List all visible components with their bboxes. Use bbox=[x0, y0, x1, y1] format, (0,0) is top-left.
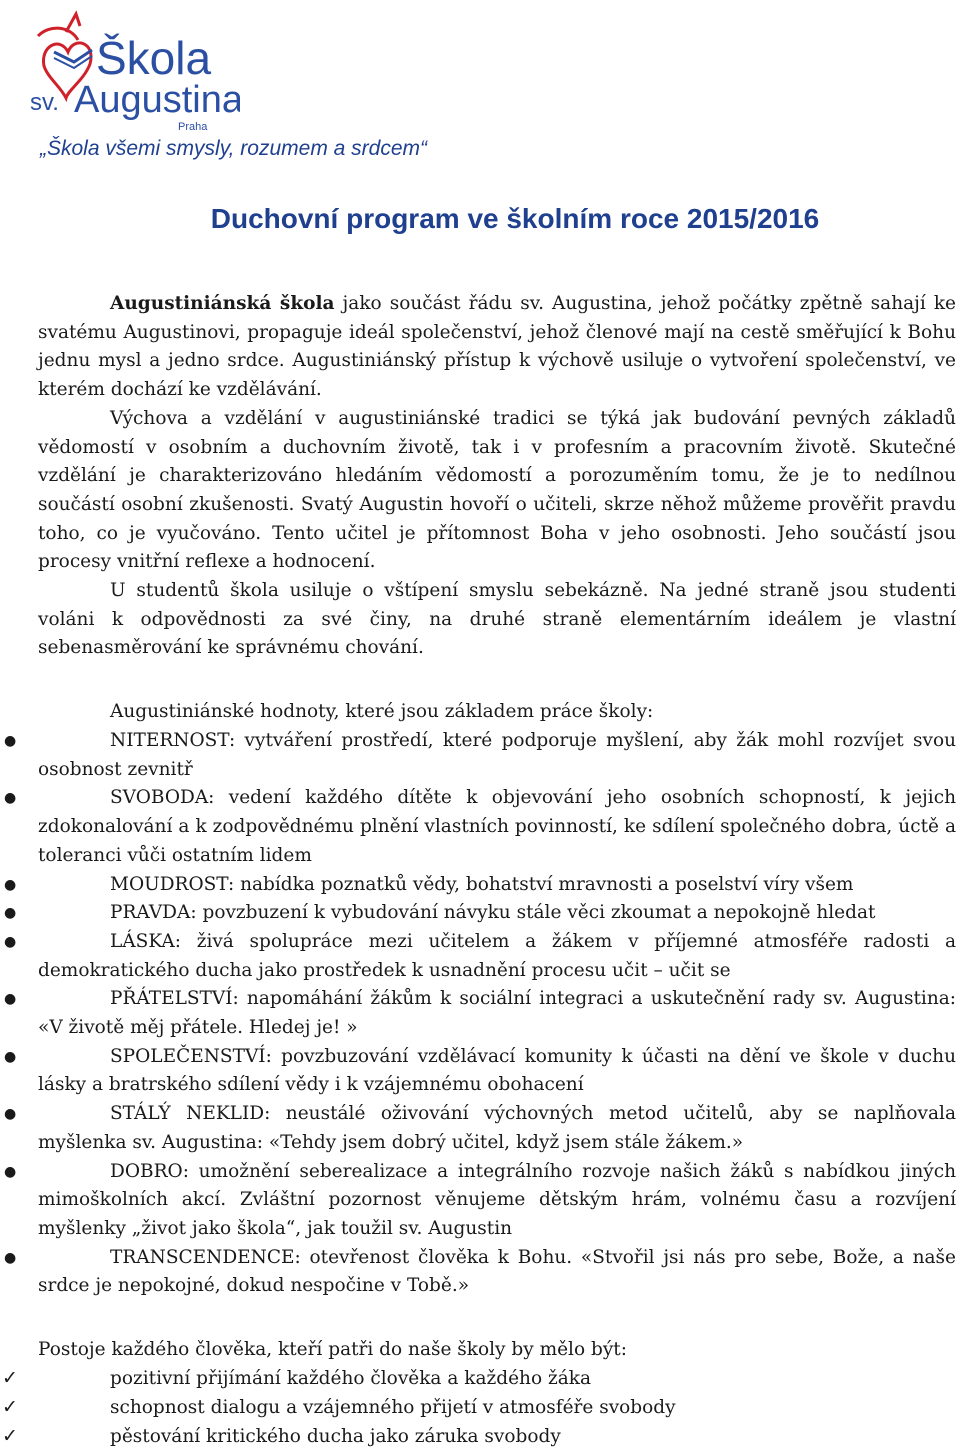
logo-place: Praha bbox=[178, 121, 208, 133]
list-item bbox=[4, 1100, 956, 1157]
value-text: SPOLEČENSTVÍ: povzbuzování vzdělávací komunity k účasti na dění ve škole v duchu lásky a bratrského sdílení vědy i k vzájemnému obohacení bbox=[38, 1045, 956, 1096]
value-text: SVOBODA: vedení každého dítěte k objevování jeho osobních schopností, k jejich zdokonalování a k zodpovědnému plnění vlastních povinností, ke sdílení společného dobra, úctě a toleranci vůči ostatním lidem bbox=[38, 787, 956, 866]
list-item bbox=[4, 784, 956, 870]
bullet-icon: ● bbox=[4, 876, 17, 893]
bullet-icon: ● bbox=[4, 733, 17, 749]
list-item bbox=[4, 899, 956, 928]
logo-line2: Augustina bbox=[74, 79, 240, 121]
value-text: NITERNOST: vytváření prostředí, které podporuje myšlení, aby žák mohl rozvíjet svou osobnost zevnitř bbox=[38, 730, 956, 780]
school-motto: „Škola všemi smysly, rozumem a srdcem“ bbox=[40, 137, 428, 160]
list-item bbox=[4, 871, 956, 900]
checkmark-icon: ✓ bbox=[2, 1425, 18, 1447]
value-text: MOUDROST: nabídka poznatků vědy, bohatství mravnosti a poselství víry všem bbox=[110, 873, 854, 895]
list-item bbox=[4, 1244, 956, 1301]
bullet-icon: ● bbox=[4, 991, 17, 1008]
list-item bbox=[4, 928, 956, 985]
list-item bbox=[4, 1043, 956, 1100]
bullet-icon: ● bbox=[4, 1048, 17, 1065]
intro-text-1: jako součást řádu sv. Augustina, jehož počátky zpětně sahají ke svatému Augustinovi, propaguje ideál společenství, jehož členové mají na cestě směřující k Bohu jednu mysl a jedno srdce. Augustiniánský přístup k výchově usiluje o vytvoření společenství, ve kterém dochází ke vzdělávání. bbox=[38, 293, 956, 401]
value-text: DOBRO: umožnění seberealizace a integrálního rozvoje našich žáků s nabídkou jiných mimoškolních akcí. Zvláštní pozornost věnujeme dětským hrám, volnému času a rozvíjení myšlenky „život jako škola“, jak toužil sv. Augustin bbox=[38, 1160, 956, 1239]
intro-paragraph-3 bbox=[38, 577, 956, 663]
attitudes-list bbox=[0, 1364, 960, 1451]
attitude-text: pozitivní přijímání každého člověka a každého žáka bbox=[110, 1368, 591, 1389]
list-item bbox=[4, 727, 956, 784]
value-text: PRAVDA: povzbuzení k vybudování návyku stále věci zkoumat a nepokojně hledat bbox=[110, 902, 876, 924]
list-item bbox=[0, 1364, 960, 1393]
list-item bbox=[4, 1158, 956, 1244]
intro-text-2: Výchova a vzdělání v augustiniánské tradici se týká jak budování pevných základů vědomostí v osobním a duchovním životě, tak i v profesním a pracovním životě. Skutečné vzdělání je charakterizováno hledáním vědomostí a porozuměním tomu, že je to nedílnou součástí osobní zkušenosti. Svatý Augustin hovoří o učiteli, skrze něhož můžeme prověřit pravdu toho, co je vyučováno. Tento učitel je přítomnost Boha v jeho osobnosti. Jeho součástí jsou procesy vnitřní reflexe a hodnocení. bbox=[38, 407, 956, 573]
intro-lead: Augustiniánská škola bbox=[110, 293, 335, 314]
value-text: LÁSKA: živá spolupráce mezi učitelem a žákem v příjemné atmosféře radosti a demokratického ducha jako prostředek k usnadnění procesu učit – učit se bbox=[38, 930, 956, 981]
logo-line1: Škola bbox=[96, 32, 212, 84]
value-text: STÁLÝ NEKLID: neustálé oživování výchovných metod učitelů, aby se naplňovala myšlenka sv. Augustina: «Tehdy jsem dobrý učitel, když jsem stále žákem.» bbox=[38, 1103, 956, 1153]
intro-paragraph-2 bbox=[38, 405, 956, 577]
value-text: TRANSCENDENCE: otevřenost člověka k Bohu. «Stvořil jsi nás pro sebe, Bože, a naše srdce je nepokojné, dokud nespočine v Tobě.» bbox=[38, 1246, 956, 1297]
attitude-text: pěstování kritického ducha jako záruka svobody bbox=[110, 1426, 561, 1447]
values-list bbox=[4, 727, 956, 1301]
intro-section bbox=[38, 290, 956, 663]
checkmark-icon: ✓ bbox=[2, 1396, 18, 1418]
checkmark-icon: ✓ bbox=[2, 1367, 18, 1389]
bullet-icon: ● bbox=[4, 1163, 17, 1180]
value-text: PŘÁTELSTVÍ: napomáhání žákům k sociální integraci a uskutečnění rady sv. Augustina: «V životě měj přátele. Hledej je! » bbox=[38, 988, 956, 1039]
attitude-text: schopnost dialogu a vzájemného přijetí v atmosféře svobody bbox=[110, 1397, 676, 1418]
school-logo bbox=[30, 6, 240, 134]
attitudes-heading: Postoje každého člověka, kteří patři do naše školy by mělo být: bbox=[38, 1339, 627, 1360]
list-item bbox=[0, 1393, 960, 1422]
values-heading: Augustiniánské hodnoty, které jsou základem práce školy: bbox=[110, 701, 654, 722]
bullet-icon: ● bbox=[4, 790, 17, 807]
logo-prefix: sv. bbox=[30, 89, 59, 116]
list-item bbox=[4, 985, 956, 1042]
intro-paragraph-1 bbox=[38, 290, 956, 405]
intro-text-3: U studentů škola usiluje o vštípení smyslu sebekázně. Na jedné straně jsou studenti voláni k odpovědnosti za své činy, na druhé straně elementárním ideálem je vlastní sebenasměrování ke správnému chování. bbox=[38, 580, 956, 659]
bullet-icon: ● bbox=[4, 1249, 17, 1266]
bullet-icon: ● bbox=[4, 1106, 17, 1123]
bullet-icon: ● bbox=[4, 905, 17, 922]
page-title: Duchovní program ve školním roce 2015/2016 bbox=[210, 203, 820, 234]
book-heart-logo-icon bbox=[30, 6, 240, 134]
bullet-icon: ● bbox=[4, 933, 17, 950]
list-item bbox=[0, 1422, 960, 1451]
